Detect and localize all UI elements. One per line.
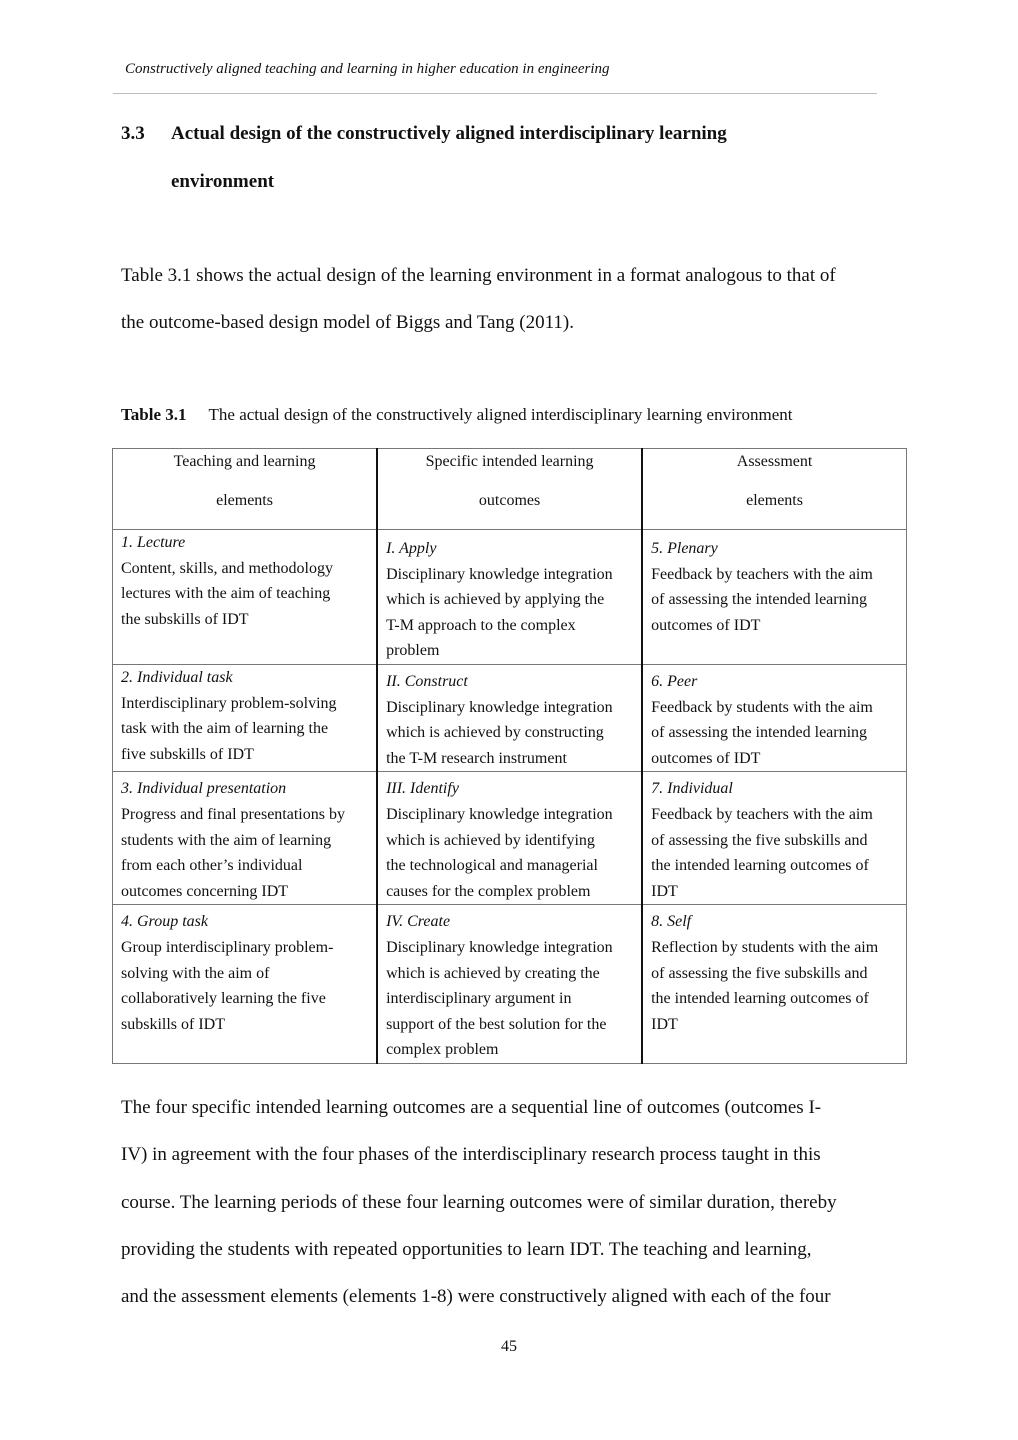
cell-title: IV. Create bbox=[386, 913, 451, 931]
cell-text: Reflection by students with the aim bbox=[651, 938, 879, 956]
cell-text: T-M approach to the complex bbox=[386, 616, 576, 634]
cell-text: the subskills of IDT bbox=[121, 610, 249, 628]
table-cell bbox=[377, 905, 642, 1064]
cell-text: of assessing the intended learning bbox=[651, 591, 868, 609]
cell-text: Disciplinary knowledge integration bbox=[386, 698, 613, 716]
header-text: Teaching and learning bbox=[173, 453, 316, 470]
cell-text: Feedback by students with the aim bbox=[651, 698, 873, 716]
cell-text: Disciplinary knowledge integration bbox=[386, 938, 613, 956]
cell-text: five subskills of IDT bbox=[121, 745, 254, 763]
section-number: 3.3 bbox=[121, 123, 145, 144]
intro-paragraph bbox=[121, 252, 911, 347]
cell-text: Group interdisciplinary problem- bbox=[121, 938, 334, 956]
caption-label: Table 3.1 bbox=[121, 405, 187, 424]
table-cell bbox=[377, 530, 642, 665]
cell-text: of assessing the five subskills and bbox=[651, 831, 868, 849]
cell-text: complex problem bbox=[386, 1041, 499, 1059]
page-number: 45 bbox=[501, 1338, 517, 1355]
cell-title: 8. Self bbox=[651, 913, 692, 931]
cell-text: the technological and managerial bbox=[386, 857, 598, 875]
running-header: Constructively aligned teaching and learning in higher education in engineering bbox=[125, 61, 610, 77]
cell-text: the intended learning outcomes of bbox=[651, 857, 869, 875]
cell-title: 1. Lecture bbox=[121, 534, 186, 551]
header-cell bbox=[377, 449, 642, 530]
text-line: the outcome-based design model of Biggs and Tang (2011). bbox=[121, 312, 574, 334]
cell-text: outcomes concerning IDT bbox=[121, 882, 289, 900]
cell-text: task with the aim of learning the bbox=[121, 720, 329, 738]
cell-text: interdisciplinary argument in bbox=[386, 990, 572, 1008]
table-row bbox=[113, 664, 907, 771]
cell-text: which is achieved by identifying bbox=[386, 831, 595, 849]
header-text: Assessment bbox=[736, 453, 813, 470]
table-cell bbox=[377, 772, 642, 905]
cell-text: IDT bbox=[651, 1015, 678, 1033]
cell-text: outcomes of IDT bbox=[651, 749, 761, 767]
table-cell bbox=[113, 530, 378, 665]
table-cell bbox=[642, 530, 906, 665]
table-row bbox=[113, 905, 907, 1064]
cell-title: 2. Individual task bbox=[121, 668, 233, 686]
table-caption bbox=[121, 405, 792, 425]
cell-text: IDT bbox=[651, 882, 678, 900]
body-paragraph bbox=[121, 1084, 911, 1320]
cell-text: lectures with the aim of teaching bbox=[121, 585, 331, 603]
cell-text: solving with the aim of bbox=[121, 964, 270, 982]
text-line: and the assessment elements (elements 1-8) were constructively aligned with each of the four bbox=[121, 1286, 831, 1308]
cell-text: problem bbox=[386, 642, 440, 660]
cell-text: Content, skills, and methodology bbox=[121, 559, 333, 577]
cell-text: causes for the complex problem bbox=[386, 882, 591, 900]
caption-text: The actual design of the constructively aligned interdisciplinary learning environment bbox=[208, 405, 793, 424]
text-line: The four specific intended learning outcomes are a sequential line of outcomes (outcomes I- bbox=[121, 1097, 822, 1118]
table-row bbox=[113, 530, 907, 665]
section-title-cont: environment bbox=[171, 171, 275, 192]
cell-text: which is achieved by creating the bbox=[386, 964, 600, 982]
cell-text: Disciplinary knowledge integration bbox=[386, 565, 613, 583]
header-cell bbox=[642, 449, 906, 530]
cell-text: Disciplinary knowledge integration bbox=[386, 805, 613, 823]
text-line: providing the students with repeated opportunities to learn IDT. The teaching and learning, bbox=[121, 1238, 812, 1260]
table-cell bbox=[113, 905, 378, 1064]
cell-text: of assessing the intended learning bbox=[651, 724, 868, 742]
cell-text: from each other’s individual bbox=[121, 857, 303, 875]
cell-title: 6. Peer bbox=[651, 672, 698, 690]
cell-text: subskills of IDT bbox=[121, 1015, 225, 1033]
cell-text: the T-M research instrument bbox=[386, 749, 567, 767]
cell-title: 7. Individual bbox=[651, 780, 733, 798]
table-cell bbox=[113, 664, 378, 771]
cell-text: support of the best solution for the bbox=[386, 1015, 607, 1033]
text-line: course. The learning periods of these four learning outcomes were of similar duration, thereby bbox=[121, 1191, 837, 1213]
header-text: elements bbox=[746, 491, 803, 509]
header-cell bbox=[113, 449, 378, 530]
cell-text: Feedback by teachers with the aim bbox=[651, 565, 873, 583]
table-row bbox=[113, 772, 907, 905]
table-header-row bbox=[113, 449, 907, 530]
cell-text: outcomes of IDT bbox=[651, 616, 761, 634]
cell-title: I. Apply bbox=[386, 540, 437, 557]
cell-text: which is achieved by applying the bbox=[386, 591, 605, 609]
cell-text: collaboratively learning the five bbox=[121, 990, 326, 1008]
table-cell bbox=[642, 664, 906, 771]
cell-title: 5. Plenary bbox=[651, 540, 718, 557]
text-line: IV) in agreement with the four phases of the interdisciplinary research process taught in this bbox=[121, 1144, 821, 1166]
cell-title: II. Construct bbox=[386, 672, 468, 690]
table-cell bbox=[642, 905, 906, 1064]
table-cell bbox=[113, 772, 378, 905]
text-line: Table 3.1 shows the actual design of the learning environment in a format analogous to that of bbox=[121, 265, 836, 286]
header-text: elements bbox=[216, 491, 273, 509]
cell-title: III. Identify bbox=[386, 780, 459, 798]
cell-text: Feedback by teachers with the aim bbox=[651, 805, 873, 823]
header-text: Specific intended learning bbox=[425, 453, 594, 470]
header-text: outcomes bbox=[478, 491, 541, 509]
cell-text: the intended learning outcomes of bbox=[651, 990, 869, 1008]
cell-text: which is achieved by constructing bbox=[386, 724, 604, 742]
cell-title: 4. Group task bbox=[121, 913, 208, 931]
cell-text: Progress and final presentations by bbox=[121, 805, 345, 823]
table-cell bbox=[642, 772, 906, 905]
section-title: Actual design of the constructively aligned interdisciplinary learning bbox=[171, 123, 727, 144]
design-table bbox=[112, 448, 907, 1064]
cell-title: 3. Individual presentation bbox=[121, 780, 287, 798]
header-rule bbox=[113, 93, 877, 94]
table-cell bbox=[377, 664, 642, 771]
cell-text: students with the aim of learning bbox=[121, 831, 332, 849]
cell-text: of assessing the five subskills and bbox=[651, 964, 868, 982]
cell-text: Interdisciplinary problem-solving bbox=[121, 694, 337, 712]
